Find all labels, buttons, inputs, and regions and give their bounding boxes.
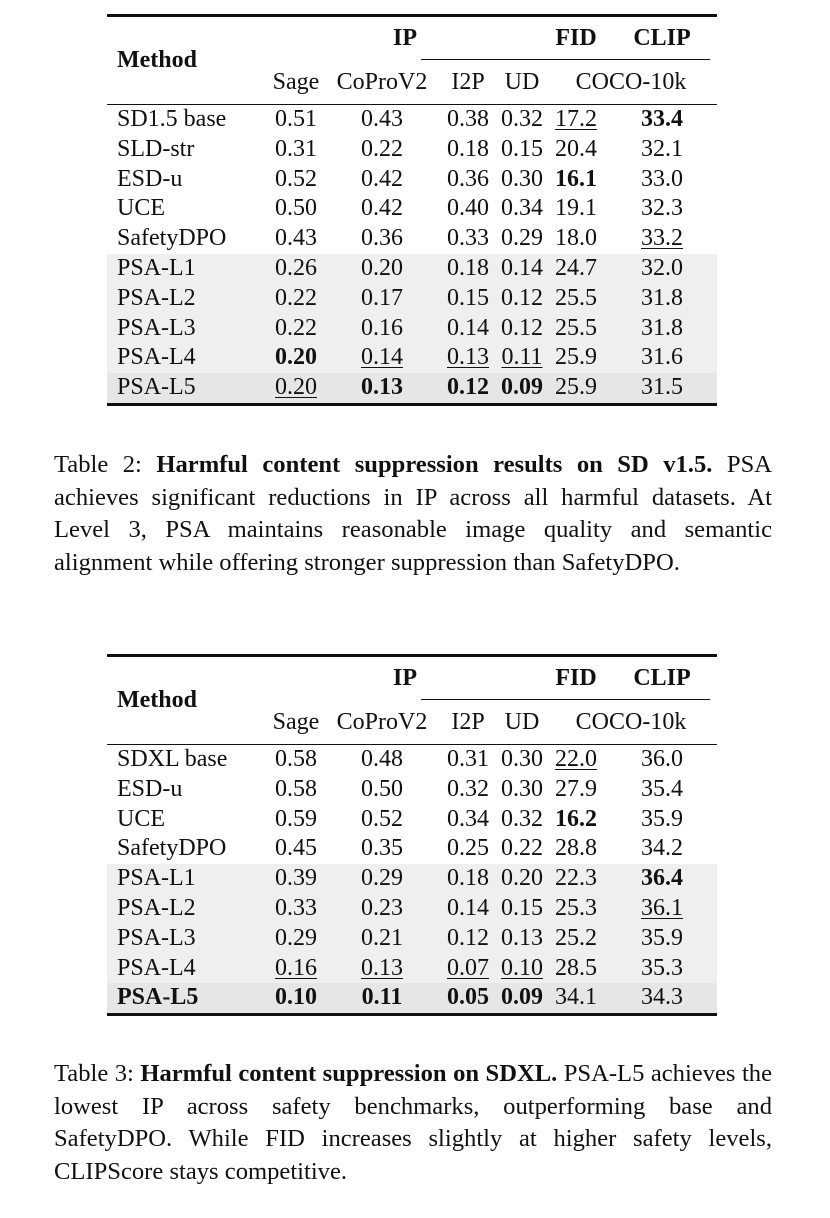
clip-cell xyxy=(607,373,717,404)
cell-value: 0.42 xyxy=(361,165,403,192)
sage-cell xyxy=(265,373,327,404)
clip-header: CLIP xyxy=(607,16,717,61)
fid-cell xyxy=(545,284,607,314)
cell-value: 0.11 xyxy=(361,984,403,1011)
fid-cell xyxy=(545,224,607,254)
cell-value: 16.1 xyxy=(555,165,597,192)
cell-value: 0.16 xyxy=(275,954,317,981)
i2p-cell xyxy=(437,834,499,864)
method-header: Method xyxy=(107,656,265,745)
method-cell: PSA-L2 xyxy=(107,894,265,924)
cell-value: 28.5 xyxy=(555,954,597,981)
table-row xyxy=(107,135,717,165)
method-cell: SD1.5 base xyxy=(107,105,265,135)
cell-value: 0.30 xyxy=(501,746,543,772)
fid-cell xyxy=(545,165,607,195)
method-cell: PSA-L5 xyxy=(107,983,265,1014)
cell-value: 0.22 xyxy=(501,835,543,862)
fid-cell xyxy=(545,983,607,1014)
cell-value: 0.13 xyxy=(361,374,403,401)
table-row xyxy=(107,373,717,404)
table-3-grid xyxy=(107,654,717,1016)
cell-value: 0.52 xyxy=(275,165,317,192)
cell-value: 22.0 xyxy=(555,746,597,772)
caption-label: Table 2: xyxy=(54,451,157,478)
table-2-body xyxy=(107,105,717,405)
table-row xyxy=(107,254,717,284)
method-cell: PSA-L5 xyxy=(107,373,265,404)
fid-cell xyxy=(545,135,607,165)
cell-value: 0.18 xyxy=(447,254,489,281)
table-3-body xyxy=(107,745,717,1015)
cell-value: 0.43 xyxy=(361,106,403,132)
table-row xyxy=(107,834,717,864)
coco-header: COCO-10k xyxy=(575,708,687,735)
method-cell: PSA-L1 xyxy=(107,864,265,894)
table-row xyxy=(107,894,717,924)
method-cell: PSA-L4 xyxy=(107,954,265,984)
cell-value: 0.12 xyxy=(447,924,489,951)
cell-value: 25.9 xyxy=(555,374,597,401)
sage-cell xyxy=(265,924,327,954)
cell-value: 0.40 xyxy=(447,195,489,222)
cell-value: 0.20 xyxy=(275,344,317,371)
coprov2-cell xyxy=(327,105,437,135)
table-row xyxy=(107,805,717,835)
table-2-caption xyxy=(54,449,772,579)
cell-value: 0.38 xyxy=(447,106,489,132)
clip-cell xyxy=(607,314,717,344)
i2p-cell xyxy=(437,894,499,924)
cell-value: 0.31 xyxy=(447,746,489,772)
ud-header: UD xyxy=(504,708,540,735)
cell-value: 0.22 xyxy=(275,314,317,341)
coprov2-cell xyxy=(327,194,437,224)
i2p-cell xyxy=(437,805,499,835)
coprov2-cell xyxy=(327,343,437,373)
fid-cell xyxy=(545,343,607,373)
clip-cell xyxy=(607,805,717,835)
cell-value: 0.16 xyxy=(361,314,403,341)
sage-cell xyxy=(265,864,327,894)
cell-value: 34.1 xyxy=(555,984,597,1011)
coprov2-cell xyxy=(327,834,437,864)
cell-value: 25.2 xyxy=(555,924,597,951)
cell-value: 36.1 xyxy=(641,894,683,921)
coprov2-cell xyxy=(327,924,437,954)
cell-value: 0.14 xyxy=(447,314,489,341)
cell-value: 0.09 xyxy=(501,984,543,1011)
clip-cell xyxy=(607,105,717,135)
cell-value: 0.51 xyxy=(275,106,317,132)
method-cell: PSA-L4 xyxy=(107,343,265,373)
cell-value: 0.35 xyxy=(361,835,403,862)
coprov2-cell xyxy=(327,983,437,1014)
cell-value: 0.58 xyxy=(275,746,317,772)
fid-cell xyxy=(545,954,607,984)
cell-value: 0.31 xyxy=(275,135,317,162)
cell-value: 0.50 xyxy=(361,775,403,802)
clip-cell xyxy=(607,194,717,224)
i2p-cell xyxy=(437,775,499,805)
cell-value: 27.9 xyxy=(555,775,597,802)
clip-cell xyxy=(607,343,717,373)
cell-value: 34.2 xyxy=(641,835,683,862)
cell-value: 31.6 xyxy=(641,344,683,371)
table-row xyxy=(107,165,717,195)
method-cell: SDXL base xyxy=(107,745,265,775)
cell-value: 0.29 xyxy=(361,865,403,892)
cell-value: 0.13 xyxy=(447,344,489,371)
sage-cell xyxy=(265,834,327,864)
caption-title: Harmful content suppression on SDXL. xyxy=(140,1060,558,1087)
cell-value: 0.21 xyxy=(361,924,403,951)
coco-header: COCO-10k xyxy=(575,68,687,95)
clip-cell xyxy=(607,745,717,775)
cell-value: 0.33 xyxy=(447,225,489,252)
ud-cell xyxy=(499,864,545,894)
cell-value: 0.10 xyxy=(275,984,317,1011)
clip-cell xyxy=(607,135,717,165)
cell-value: 0.48 xyxy=(361,746,403,772)
cell-value: 0.20 xyxy=(501,865,543,892)
i2p-cell xyxy=(437,284,499,314)
cell-value: 17.2 xyxy=(555,106,597,132)
table-row xyxy=(107,105,717,135)
cell-value: 0.22 xyxy=(275,284,317,311)
coprov2-cell xyxy=(327,745,437,775)
coprov2-cell xyxy=(327,894,437,924)
ud-cell xyxy=(499,254,545,284)
coprov2-cell xyxy=(327,314,437,344)
cell-value: 0.32 xyxy=(501,805,543,832)
coprov2-cell xyxy=(327,284,437,314)
fid-cell xyxy=(545,924,607,954)
ud-cell xyxy=(499,775,545,805)
fid-header: FID xyxy=(545,16,607,61)
sage-cell xyxy=(265,894,327,924)
ud-cell xyxy=(499,135,545,165)
cell-value: 0.22 xyxy=(361,135,403,162)
fid-cell xyxy=(545,373,607,404)
fid-cell xyxy=(545,805,607,835)
i2p-cell xyxy=(437,314,499,344)
cell-value: 32.0 xyxy=(641,254,683,281)
cell-value: 0.59 xyxy=(275,805,317,832)
cell-value: 36.0 xyxy=(641,746,683,772)
method-cell: ESD-u xyxy=(117,775,183,802)
method-cell: SafetyDPO xyxy=(117,225,227,252)
cell-value: 0.36 xyxy=(361,225,403,252)
sage-cell xyxy=(265,224,327,254)
table-row xyxy=(107,343,717,373)
sage-cell xyxy=(265,194,327,224)
cell-value: 0.52 xyxy=(361,805,403,832)
i2p-cell xyxy=(437,373,499,404)
method-cell: PSA-L1 xyxy=(107,254,265,284)
coprov2-cell xyxy=(327,864,437,894)
cell-value: 19.1 xyxy=(555,195,597,222)
cell-value: 28.8 xyxy=(555,835,597,862)
fid-cell xyxy=(545,775,607,805)
fid-cell xyxy=(545,254,607,284)
cell-value: 0.34 xyxy=(501,195,543,222)
cell-value: 24.7 xyxy=(555,254,597,281)
ud-cell xyxy=(499,894,545,924)
fid-cell xyxy=(545,894,607,924)
i2p-cell xyxy=(437,105,499,135)
clip-cell xyxy=(607,834,717,864)
i2p-cell xyxy=(437,864,499,894)
i2p-cell xyxy=(437,745,499,775)
method-cell: PSA-L3 xyxy=(107,924,265,954)
coprov2-cell xyxy=(327,254,437,284)
cell-value: 33.4 xyxy=(641,106,683,132)
caption-text: PSA-L5 achieves the lowest IP across safety benchmarks, outperforming base and SafetyDPO. While FID increases slightly at higher safety levels, CLIPScore stays competitive. xyxy=(54,1060,773,1185)
cell-value: 0.12 xyxy=(501,284,543,311)
ud-cell xyxy=(499,284,545,314)
cell-value: 35.9 xyxy=(641,924,683,951)
method-cell: UCE xyxy=(117,805,165,832)
coprov2-cell xyxy=(327,954,437,984)
ud-cell xyxy=(499,194,545,224)
ud-cell xyxy=(499,224,545,254)
i2p-cell xyxy=(437,165,499,195)
cell-value: 0.20 xyxy=(275,374,317,401)
ip-header: IP xyxy=(265,656,545,701)
sage-cell xyxy=(265,805,327,835)
clip-cell xyxy=(607,924,717,954)
ud-cell xyxy=(499,373,545,404)
table-row xyxy=(107,224,717,254)
cell-value: 22.3 xyxy=(555,865,597,892)
table-row xyxy=(107,775,717,805)
caption-title: Harmful content suppression results on SD v1.5. xyxy=(156,451,713,478)
cell-value: 18.0 xyxy=(555,225,597,252)
caption-label: Table 3: xyxy=(54,1060,141,1087)
coprov2-cell xyxy=(327,135,437,165)
method-cell: SafetyDPO xyxy=(117,835,227,862)
cell-value: 0.29 xyxy=(275,924,317,951)
method-cell: PSA-L2 xyxy=(107,284,265,314)
table-row xyxy=(107,924,717,954)
method-header: Method xyxy=(107,16,265,105)
sage-cell xyxy=(265,775,327,805)
fid-cell xyxy=(545,194,607,224)
clip-cell xyxy=(607,864,717,894)
cell-value: 0.26 xyxy=(275,254,317,281)
sage-cell xyxy=(265,165,327,195)
cell-value: 0.15 xyxy=(501,135,543,162)
ud-cell xyxy=(499,983,545,1014)
i2p-cell xyxy=(437,135,499,165)
cell-value: 0.05 xyxy=(447,984,489,1011)
ud-header: UD xyxy=(504,68,540,95)
cell-value: 31.8 xyxy=(641,314,683,341)
coprov2-header: CoProV2 xyxy=(336,68,428,95)
caption-text: PSA achieves significant reductions in IP across all harmful datasets. At Level 3, PSA maintains reasonable image quality and semantic alignment while offering stronger suppression than SafetyDPO. xyxy=(54,451,773,576)
clip-cell xyxy=(607,254,717,284)
table-3-caption xyxy=(54,1058,772,1188)
i2p-cell xyxy=(437,343,499,373)
table-3 xyxy=(107,654,717,1016)
cell-value: 0.58 xyxy=(275,775,317,802)
ud-cell xyxy=(499,343,545,373)
cell-value: 0.39 xyxy=(275,865,317,892)
sage-header: Sage xyxy=(272,708,320,735)
cell-value: 25.5 xyxy=(555,314,597,341)
cell-value: 0.13 xyxy=(361,954,403,981)
cell-value: 33.0 xyxy=(641,165,683,192)
method-cell: PSA-L3 xyxy=(107,314,265,344)
coprov2-cell xyxy=(327,805,437,835)
method-cell: ESD-u xyxy=(117,165,183,192)
table-row xyxy=(107,983,717,1014)
ud-cell xyxy=(499,954,545,984)
cell-value: 0.36 xyxy=(447,165,489,192)
sage-cell xyxy=(265,105,327,135)
cell-value: 0.25 xyxy=(447,835,489,862)
cell-value: 35.3 xyxy=(641,954,683,981)
cell-value: 0.32 xyxy=(447,775,489,802)
cell-value: 36.4 xyxy=(641,865,683,892)
sage-cell xyxy=(265,745,327,775)
i2p-cell xyxy=(437,924,499,954)
cell-value: 31.8 xyxy=(641,284,683,311)
ud-cell xyxy=(499,924,545,954)
i2p-cell xyxy=(437,224,499,254)
clip-header: CLIP xyxy=(607,656,717,701)
cell-value: 0.20 xyxy=(361,254,403,281)
cell-value: 0.50 xyxy=(275,195,317,222)
cell-value: 0.14 xyxy=(361,344,403,371)
cell-value: 0.17 xyxy=(361,284,403,311)
i2p-cell xyxy=(437,194,499,224)
cell-value: 35.9 xyxy=(641,805,683,832)
table-row xyxy=(107,745,717,775)
fid-cell xyxy=(545,314,607,344)
cell-value: 25.3 xyxy=(555,894,597,921)
method-cell: SLD-str xyxy=(117,135,195,162)
i2p-cell xyxy=(437,254,499,284)
sage-cell xyxy=(265,284,327,314)
cell-value: 0.09 xyxy=(501,374,543,401)
cell-value: 0.29 xyxy=(501,225,543,252)
sage-cell xyxy=(265,343,327,373)
cell-value: 0.23 xyxy=(361,894,403,921)
clip-cell xyxy=(607,775,717,805)
cell-value: 0.07 xyxy=(447,954,489,981)
cell-value: 0.43 xyxy=(275,225,317,252)
cell-value: 34.3 xyxy=(641,984,683,1011)
i2p-header: I2P xyxy=(451,68,485,95)
fid-cell xyxy=(545,745,607,775)
table-2 xyxy=(107,14,717,406)
sage-header: Sage xyxy=(272,68,320,95)
sage-cell xyxy=(265,314,327,344)
clip-cell xyxy=(607,983,717,1014)
table-row xyxy=(107,284,717,314)
method-cell: UCE xyxy=(117,195,165,222)
cell-value: 33.2 xyxy=(641,225,683,252)
cell-value: 0.13 xyxy=(501,924,543,951)
table-row xyxy=(107,864,717,894)
cell-value: 0.14 xyxy=(501,254,543,281)
ip-header: IP xyxy=(265,16,545,61)
ud-cell xyxy=(499,165,545,195)
cell-value: 0.14 xyxy=(447,894,489,921)
coprov2-cell xyxy=(327,224,437,254)
ud-cell xyxy=(499,805,545,835)
cell-value: 0.15 xyxy=(447,284,489,311)
cell-value: 0.11 xyxy=(501,344,543,371)
i2p-cell xyxy=(437,954,499,984)
ud-cell xyxy=(499,314,545,344)
ud-cell xyxy=(499,834,545,864)
fid-cell xyxy=(545,864,607,894)
cell-value: 0.12 xyxy=(501,314,543,341)
cell-value: 16.2 xyxy=(555,805,597,832)
cell-value: 0.42 xyxy=(361,195,403,222)
cell-value: 32.1 xyxy=(641,135,683,162)
sage-cell xyxy=(265,135,327,165)
table-row xyxy=(107,954,717,984)
cell-value: 0.10 xyxy=(501,954,543,981)
fid-header: FID xyxy=(545,656,607,701)
sage-cell xyxy=(265,983,327,1014)
cell-value: 0.12 xyxy=(447,374,489,401)
cell-value: 0.15 xyxy=(501,894,543,921)
clip-cell xyxy=(607,165,717,195)
i2p-cell xyxy=(437,983,499,1014)
sage-cell xyxy=(265,954,327,984)
cell-value: 0.18 xyxy=(447,135,489,162)
coprov2-cell xyxy=(327,775,437,805)
cell-value: 0.33 xyxy=(275,894,317,921)
clip-cell xyxy=(607,894,717,924)
table-row xyxy=(107,194,717,224)
cell-value: 0.32 xyxy=(501,106,543,132)
table-row xyxy=(107,314,717,344)
cell-value: 25.9 xyxy=(555,344,597,371)
fid-cell xyxy=(545,105,607,135)
sage-cell xyxy=(265,254,327,284)
fid-cell xyxy=(545,834,607,864)
clip-cell xyxy=(607,954,717,984)
i2p-header: I2P xyxy=(451,708,485,735)
coprov2-cell xyxy=(327,165,437,195)
cell-value: 0.34 xyxy=(447,805,489,832)
table-2-grid xyxy=(107,14,717,406)
ud-cell xyxy=(499,745,545,775)
ud-cell xyxy=(499,105,545,135)
coprov2-header: CoProV2 xyxy=(336,708,428,735)
cell-value: 0.18 xyxy=(447,865,489,892)
cell-value: 20.4 xyxy=(555,135,597,162)
cell-value: 35.4 xyxy=(641,775,683,802)
cell-value: 31.5 xyxy=(641,374,683,401)
cell-value: 0.30 xyxy=(501,165,543,192)
cell-value: 0.30 xyxy=(501,775,543,802)
coprov2-cell xyxy=(327,373,437,404)
cell-value: 0.45 xyxy=(275,835,317,862)
cell-value: 32.3 xyxy=(641,195,683,222)
cell-value: 25.5 xyxy=(555,284,597,311)
clip-cell xyxy=(607,284,717,314)
clip-cell xyxy=(607,224,717,254)
